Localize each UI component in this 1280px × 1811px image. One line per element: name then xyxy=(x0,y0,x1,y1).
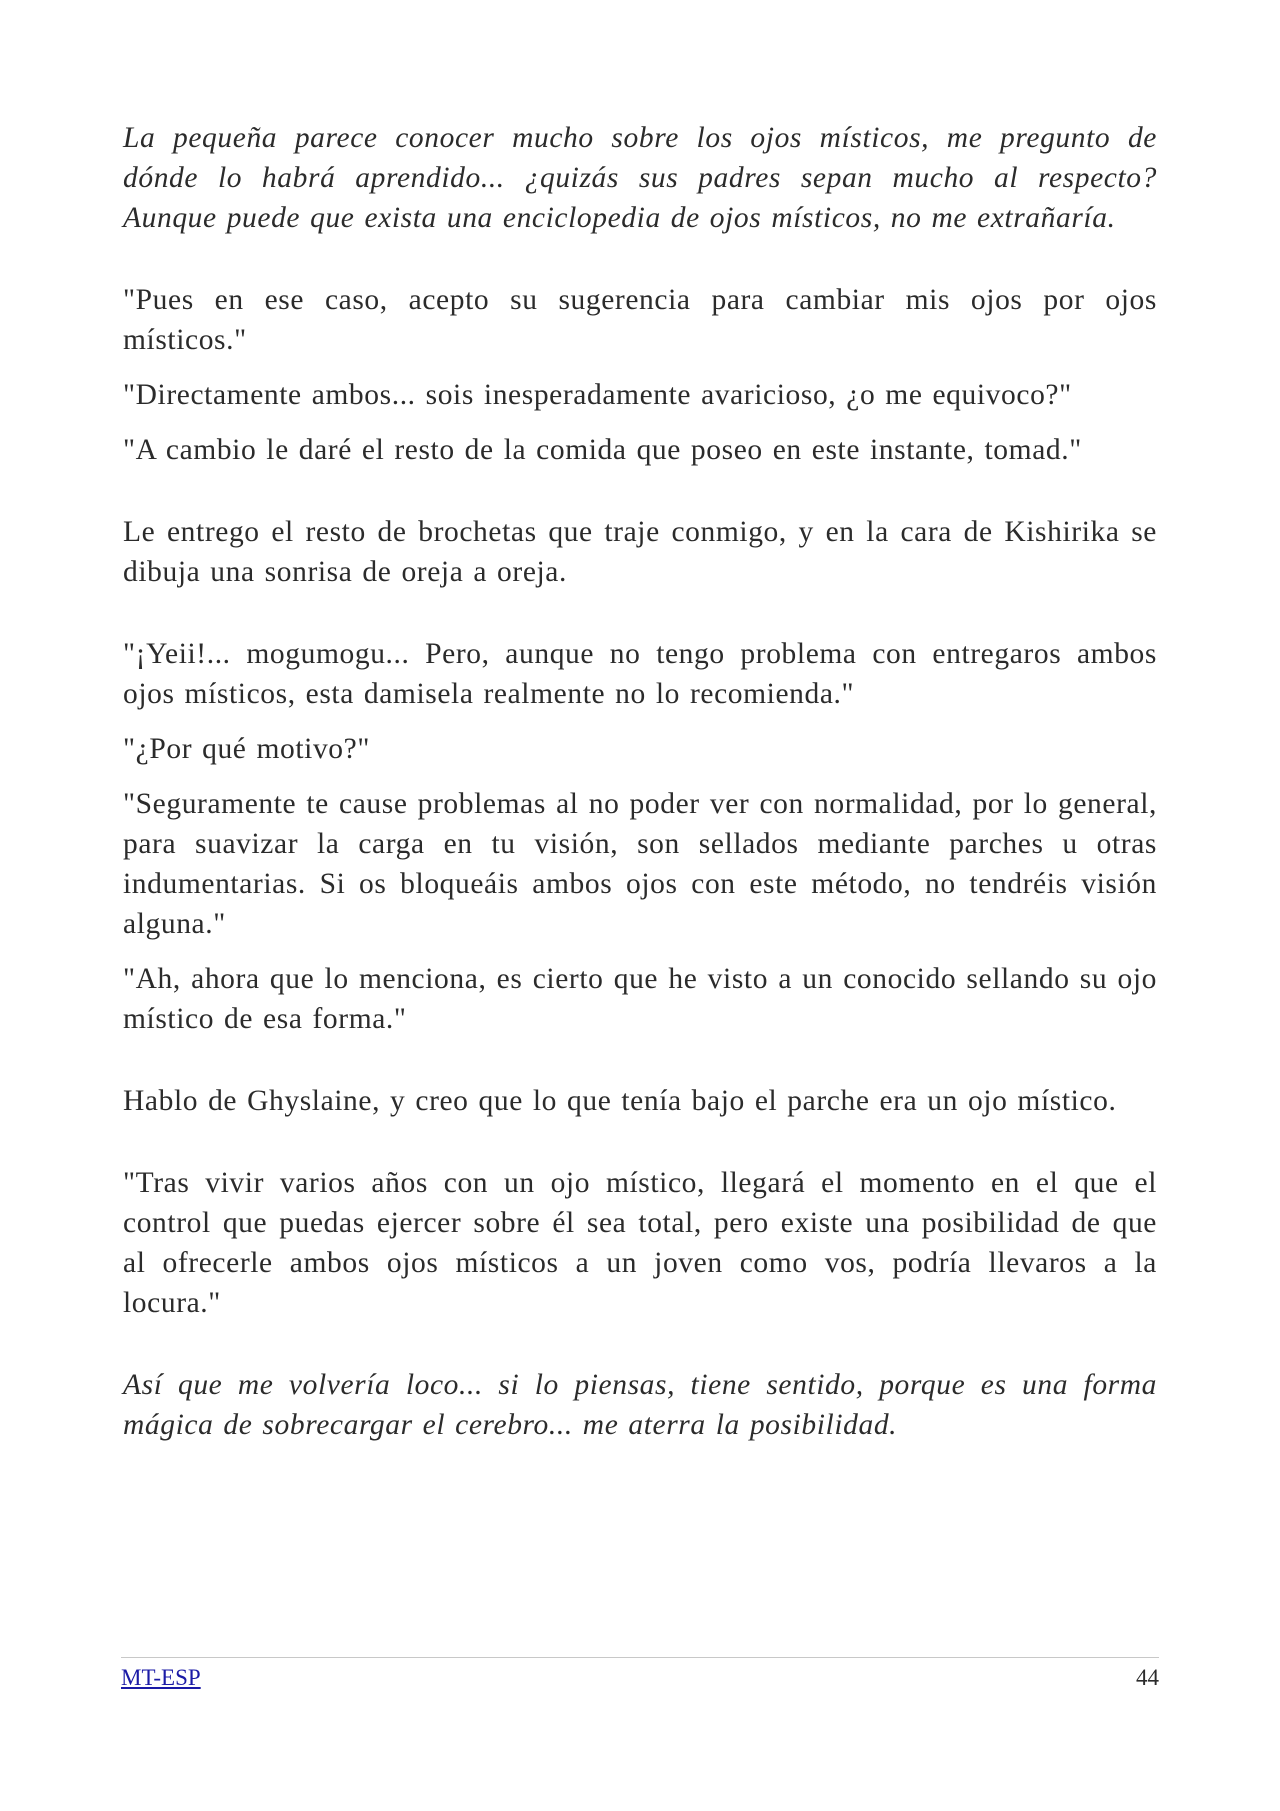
dialogue-paragraph: "Pues en ese caso, acepto su sugerencia para cambiar mis ojos por ojos místicos." xyxy=(123,284,1157,356)
page-footer xyxy=(121,1657,1159,1693)
page-body xyxy=(123,118,1157,1445)
narration-paragraph: La pequeña parece conocer mucho sobre los ojos místicos, me pregunto de dónde lo habrá aprendido... ¿quizás sus padres sepan mucho al respecto? Aunque puede que exista una enciclopedia de ojos místicos, no me extrañaría. xyxy=(123,122,1157,234)
dialogue-paragraph: "¡Yeii!... mogumogu... Pero, aunque no tengo problema con entregaros ambos ojos místicos, esta damisela realmente no lo recomienda." xyxy=(123,638,1157,710)
source-link[interactable]: MT-ESP xyxy=(121,1665,201,1690)
narration-paragraph: Hablo de Ghyslaine, y creo que lo que tenía bajo el parche era un ojo místico. xyxy=(123,1085,1117,1117)
dialogue-paragraph: "A cambio le daré el resto de la comida que poseo en este instante, tomad." xyxy=(123,434,1082,466)
narration-paragraph: Le entrego el resto de brochetas que traje conmigo, y en la cara de Kishirika se dibuja una sonrisa de oreja a oreja. xyxy=(123,516,1157,588)
page-number: 44 xyxy=(1136,1665,1159,1690)
dialogue-paragraph: "Ah, ahora que lo menciona, es cierto que he visto a un conocido sellando su ojo místico de esa forma." xyxy=(123,963,1157,1035)
dialogue-paragraph: "Directamente ambos... sois inesperadamente avaricioso, ¿o me equivoco?" xyxy=(123,379,1072,411)
dialogue-paragraph: "¿Por qué motivo?" xyxy=(123,733,370,765)
dialogue-paragraph: "Tras vivir varios años con un ojo místico, llegará el momento en el que el control que puedas ejercer sobre él sea total, pero existe una posibilidad de que al ofrecerle ambos ojos místicos a un joven como vos, podría llevaros a la locura." xyxy=(123,1167,1157,1319)
dialogue-paragraph: "Seguramente te cause problemas al no poder ver con normalidad, por lo general, para suavizar la carga en tu visión, son sellados mediante parches u otras indumentarias. Si os bloqueáis ambos ojos con este método, no tendréis visión alguna." xyxy=(123,788,1157,940)
narration-paragraph: Así que me volvería loco... si lo piensas, tiene sentido, porque es una forma mágica de sobrecargar el cerebro... me aterra la posibilidad. xyxy=(123,1369,1157,1441)
